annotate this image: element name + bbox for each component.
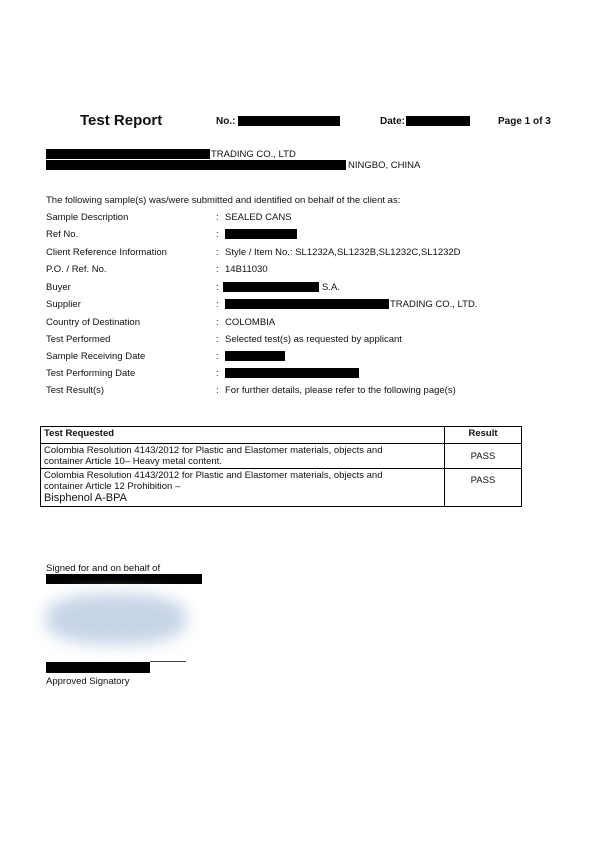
report-title: Test Report — [80, 112, 163, 129]
field-ref-no — [46, 229, 566, 243]
redacted-report-number — [238, 116, 340, 126]
field-buyer — [46, 282, 566, 296]
field-client-reference — [46, 247, 566, 261]
signature-image — [46, 594, 186, 644]
field-label: Country of Destination — [46, 317, 140, 328]
field-colon: : — [216, 247, 219, 258]
test-line: Colombia Resolution 4143/2012 for Plastic and Elastomer materials, objects and — [44, 470, 383, 481]
redacted-signatory-name — [46, 662, 150, 673]
field-colon: : — [216, 317, 219, 328]
field-test-results — [46, 385, 566, 399]
field-label: Test Performed — [46, 334, 111, 345]
intro-text: The following sample(s) was/were submitted and identified on behalf of the client as: — [46, 195, 401, 206]
field-label: Client Reference Information — [46, 247, 167, 258]
test-line: container Article 10– Heavy metal content. — [44, 456, 222, 467]
field-performing-date — [46, 368, 566, 382]
signed-for-label: Signed for and on behalf of — [46, 563, 161, 574]
field-label: Ref No. — [46, 229, 79, 240]
field-label: Sample Receiving Date — [46, 351, 146, 362]
table-row — [41, 444, 522, 469]
client-name-suffix: TRADING CO., LTD — [211, 149, 296, 160]
field-label: Sample Description — [46, 212, 129, 223]
field-colon: : — [216, 368, 219, 379]
result-header: Result — [445, 427, 522, 444]
field-value: 14B11030 — [225, 264, 268, 275]
redacted-company — [46, 574, 202, 584]
field-value: COLOMBIA — [225, 317, 276, 328]
page-number: Page 1 of 3 — [498, 116, 551, 127]
field-country — [46, 317, 566, 331]
field-colon: : — [216, 299, 219, 310]
field-label: Supplier — [46, 299, 81, 310]
redacted-receiving-date — [225, 351, 285, 361]
field-test-performed — [46, 334, 566, 348]
signature-line — [150, 661, 186, 662]
field-sample-description — [46, 212, 566, 226]
table-row — [41, 469, 522, 507]
test-line: Bisphenol A-BPA — [44, 492, 127, 504]
field-value: For further details, please refer to the following page(s) — [225, 385, 456, 396]
field-colon: : — [216, 212, 219, 223]
field-colon: : — [216, 264, 219, 275]
report-number-label: No.: — [216, 116, 236, 127]
redacted-performing-date — [225, 368, 359, 378]
redacted-buyer — [223, 282, 319, 292]
field-colon: : — [216, 229, 219, 240]
test-description — [41, 444, 445, 469]
test-line: Colombia Resolution 4143/2012 for Plastic and Elastomer materials, objects and — [44, 445, 383, 456]
field-value: Style / Item No.: SL1232A,SL1232B,SL1232C,SL1232D — [225, 247, 461, 258]
field-label: Test Performing Date — [46, 368, 136, 379]
test-result: PASS — [445, 469, 522, 507]
redacted-date — [406, 116, 470, 126]
field-po-ref — [46, 264, 566, 278]
test-description — [41, 469, 445, 507]
results-table — [40, 426, 522, 507]
field-colon: : — [216, 282, 219, 293]
field-label: P.O. / Ref. No. — [46, 264, 107, 275]
field-receiving-date — [46, 351, 566, 365]
date-label: Date: — [380, 116, 406, 127]
table-header-row — [41, 427, 522, 444]
approved-signatory-label: Approved Signatory — [46, 676, 130, 687]
field-value: TRADING CO., LTD. — [390, 299, 478, 310]
redacted-client-name — [46, 149, 210, 159]
field-value: SEALED CANS — [225, 212, 292, 223]
field-value: Selected test(s) as requested by applicant — [225, 334, 402, 345]
field-value: S.A. — [322, 282, 340, 293]
redacted-supplier — [225, 299, 389, 309]
test-result: PASS — [445, 444, 522, 469]
test-requested-header: Test Requested — [41, 427, 445, 444]
field-label: Test Result(s) — [46, 385, 105, 396]
test-line: container Article 12 Prohibition – — [44, 481, 181, 492]
field-label: Buyer — [46, 282, 71, 293]
redacted-ref-no — [225, 229, 297, 239]
redacted-client-address — [46, 160, 346, 170]
field-supplier — [46, 299, 566, 313]
field-colon: : — [216, 334, 219, 345]
field-colon: : — [216, 385, 219, 396]
client-address-suffix: NINGBO, CHINA — [348, 160, 421, 171]
field-colon: : — [216, 351, 219, 362]
